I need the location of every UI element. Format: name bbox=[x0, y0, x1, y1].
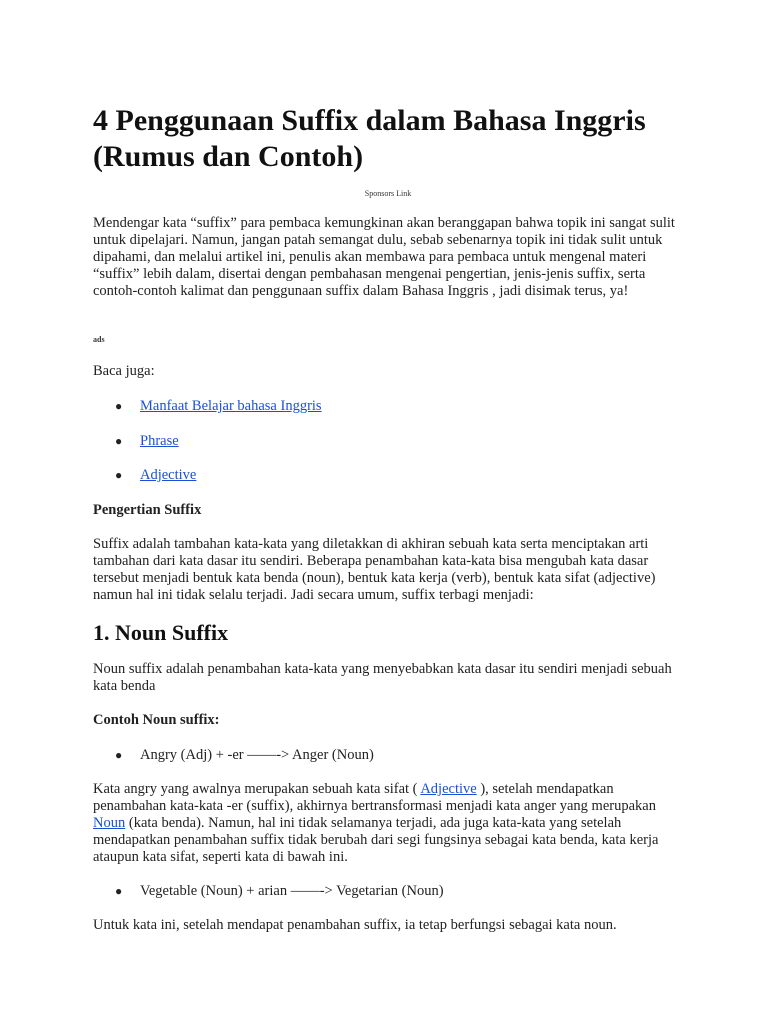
article-title bbox=[93, 103, 683, 175]
closing-paragraph: Untuk kata ini, setelah mendapat penambahan suffix, ia tetap berfungsi sebagai kata noun. bbox=[93, 917, 617, 933]
related-link-item bbox=[115, 398, 322, 415]
related-link-adjective[interactable]: Adjective bbox=[140, 467, 197, 483]
explain-text-2: ), setelah mendapatkan penambahan kata-kata -er (suffix), akhirnya bertransformasi menjadi kata anger yang merupakan bbox=[93, 781, 656, 814]
bullet-icon: ● bbox=[115, 434, 123, 448]
adjective-link[interactable]: Adjective bbox=[420, 781, 477, 797]
explain-text-1: Kata angry yang awalnya merupakan sebuah kata sifat ( bbox=[93, 781, 421, 797]
contoh-heading: Contoh Noun suffix: bbox=[93, 712, 220, 728]
example-vegetable: Vegetable (Noun) + arian ——-> Vegetarian (Noun) bbox=[140, 883, 444, 899]
bullet-icon: ● bbox=[115, 748, 123, 762]
related-link-manfaat[interactable]: Manfaat Belajar bahasa Inggris bbox=[140, 398, 322, 414]
article-title-line-2: (Rumus dan Contoh) bbox=[93, 140, 364, 173]
noun-link[interactable]: Noun bbox=[93, 815, 126, 831]
explain-text-3: (kata benda). Namun, hal ini tidak selamanya terjadi, ada juga kata-kata yang setelah mendapatkan penambahan suffix tidak berubah dari segi fungsinya sebagai kata benda, kata kerja ataupun kata sifat, seperti kata di bawah ini. bbox=[93, 815, 659, 865]
intro-paragraph: Mendengar kata “suffix” para pembaca kemungkinan akan beranggapan bahwa topik ini sangat sulit untuk dipelajari. Namun, jangan patah semangat dulu, sebab sebenarnya topik ini tidak sulit untuk dipahami, dan melalui artikel ini, penulis akan membawa para pembaca untuk mengenal materi “suffix” lebih dalam, disertai dengan pembahasan mengenai pengertian, jenis-jenis suffix, serta contoh-contoh kalimat dan penggunaan suffix dalam Bahasa Inggris , jadi disimak terus, ya! bbox=[93, 215, 675, 299]
bullet-icon: ● bbox=[115, 884, 123, 898]
pengertian-heading: Pengertian Suffix bbox=[93, 502, 202, 518]
related-link-item bbox=[115, 467, 196, 484]
bullet-icon: ● bbox=[115, 399, 123, 413]
baca-juga-label: Baca juga: bbox=[93, 363, 155, 379]
explanation-paragraph bbox=[93, 781, 683, 866]
related-link-phrase[interactable]: Phrase bbox=[140, 433, 179, 449]
noun-suffix-paragraph: Noun suffix adalah penambahan kata-kata yang menyebabkan kata dasar itu sendiri menjadi sebuah kata benda bbox=[93, 661, 672, 694]
sponsors-label: Sponsors Link bbox=[364, 189, 412, 198]
example-angry: Angry (Adj) + -er ——-> Anger (Noun) bbox=[140, 747, 374, 763]
article-title-line-1: 4 Penggunaan Suffix dalam Bahasa Inggris bbox=[93, 104, 646, 137]
example-item bbox=[115, 883, 444, 900]
bullet-icon: ● bbox=[115, 468, 123, 482]
pengertian-paragraph: Suffix adalah tambahan kata-kata yang diletakkan di akhiran sebuah kata serta menciptakan arti tambahan dari kata dasar itu sendiri. Beberapa penambahan kata-kata bisa mengubah kata dasar tersebut menjadi bentuk kata benda (noun), bentuk kata kerja (verb), bentuk kata sifat (adjective) namun hal ini tidak selalu terjadi. Jadi secara umum, suffix terbagi menjadi: bbox=[93, 536, 656, 603]
related-link-item bbox=[115, 433, 179, 450]
noun-suffix-heading: 1. Noun Suffix bbox=[93, 620, 229, 645]
ads-label: ads bbox=[93, 335, 105, 344]
example-item bbox=[115, 747, 374, 764]
